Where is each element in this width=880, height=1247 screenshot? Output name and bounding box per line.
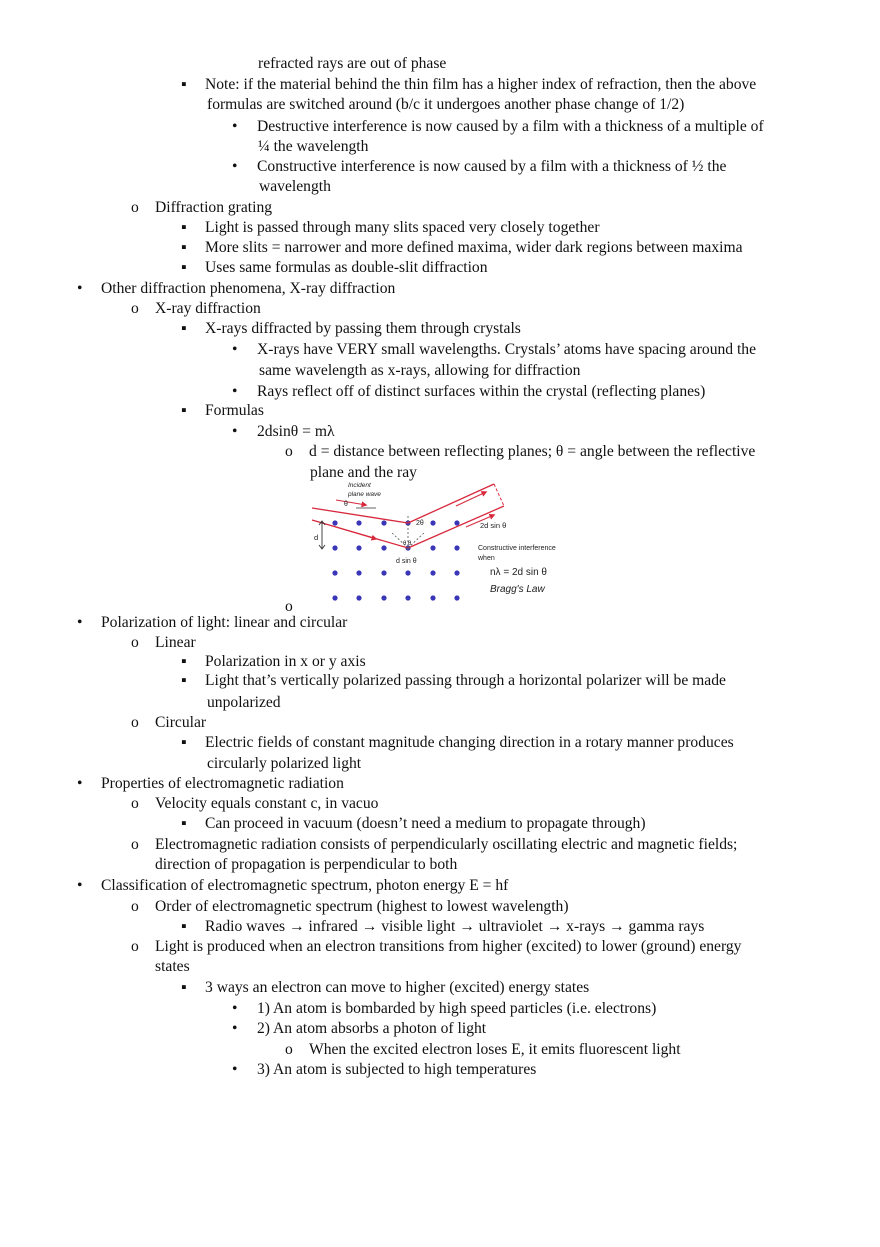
text-line: Circular	[155, 714, 207, 731]
text-line: When the excited electron loses E, it emits fluorescent light	[309, 1041, 681, 1058]
atom-dot	[430, 520, 435, 525]
text-line: circularly polarized light	[207, 755, 362, 772]
bullet-circle: o	[131, 836, 139, 853]
bullet-dot: •	[232, 1020, 238, 1037]
text-line: 3) An atom is subjected to high temperatures	[257, 1061, 537, 1078]
bullet-dot: •	[232, 158, 238, 175]
atom-dot	[430, 545, 435, 550]
text-line: 1) An atom is bombarded by high speed particles (i.e. electrons)	[257, 1000, 657, 1017]
bullet-dot: •	[77, 775, 83, 792]
bullet-dot: •	[232, 341, 238, 358]
text-line: Note: if the material behind the thin film has a higher index of refraction, then the above	[205, 76, 757, 93]
plane-wave-label: plane wave	[348, 491, 381, 498]
atom-dot	[454, 545, 459, 550]
atom-dot	[430, 570, 435, 575]
text-line: Constructive interference is now caused by a film with a thickness of ½ the	[257, 158, 727, 175]
atom-dot	[405, 570, 410, 575]
bragg-law-label: Bragg's Law	[490, 584, 545, 595]
bullet-square: ▪	[181, 239, 187, 256]
text-line: same wavelength as x-rays, allowing for diffraction	[259, 362, 581, 379]
text-line: Velocity equals constant c, in vacuo	[155, 795, 379, 812]
atom-dot	[332, 570, 337, 575]
bragg-equation: nλ = 2d sin θ	[490, 567, 547, 578]
bullet-square: ▪	[181, 219, 187, 236]
text-line: 3 ways an electron can move to higher (excited) energy states	[205, 979, 590, 996]
text-line: ¼ the wavelength	[258, 138, 369, 155]
theta-theta-label: θ θ	[403, 541, 412, 547]
atom-dot	[356, 570, 361, 575]
bullet-square: ▪	[181, 918, 187, 935]
text-line: X-rays have VERY small wavelengths. Crystals’ atoms have spacing around the	[257, 341, 757, 358]
constructive-label: Constructive interference	[478, 545, 556, 552]
text-line: Light is passed through many slits spaced very closely together	[205, 219, 600, 236]
text-line: states	[155, 958, 190, 975]
text-line: X-rays diffracted by passing them through crystals	[205, 320, 521, 337]
atom-dot	[454, 595, 459, 600]
bullet-square: ▪	[181, 815, 187, 832]
atom-dot	[430, 595, 435, 600]
bullet-dot: •	[77, 614, 83, 631]
bullet-circle: o	[131, 199, 139, 216]
bullet-circle: o	[131, 714, 139, 731]
theta-label: θ	[344, 501, 348, 508]
reflected-ray-top	[408, 484, 494, 523]
when-label: when	[478, 555, 495, 562]
two-theta-label: 2θ	[416, 520, 424, 527]
text-line: formulas are switched around (b/c it undergoes another phase change of 1/2)	[207, 96, 685, 113]
bullet-circle: o	[131, 634, 139, 651]
text-line: plane and the ray	[310, 464, 417, 481]
bullet-dot: •	[77, 877, 83, 894]
atom-dot	[381, 570, 386, 575]
text-line: Properties of electromagnetic radiation	[101, 775, 344, 792]
text-line: 2dsinθ = mλ	[257, 423, 335, 440]
bullet-square: ▪	[181, 653, 187, 670]
wavefront-line	[494, 484, 504, 506]
atom-dot	[356, 545, 361, 550]
incident-label: Incident	[348, 482, 371, 489]
text-line: More slits = narrower and more defined maxima, wider dark regions between maxima	[205, 239, 743, 256]
text-line: 2) An atom absorbs a photon of light	[257, 1020, 487, 1037]
text-line: Radio waves → infrared → visible light → ultraviolet → x-rays → gamma rays	[205, 918, 705, 935]
text-line: unpolarized	[207, 694, 281, 711]
atom-dot	[332, 595, 337, 600]
bullet-dot: •	[232, 423, 238, 440]
text-line: Can proceed in vacuum (doesn’t need a medium to propagate through)	[205, 815, 646, 832]
text-line: wavelength	[259, 178, 331, 195]
bullet-square: ▪	[181, 734, 187, 751]
atom-dot	[381, 595, 386, 600]
text-line: Classification of electromagnetic spectrum, photon energy E = hf	[101, 877, 509, 894]
text-line: Polarization of light: linear and circular	[101, 614, 348, 631]
bullet-circle: o	[285, 443, 293, 460]
text-line: Linear	[155, 634, 196, 651]
text-line: X-ray diffraction	[155, 300, 261, 317]
text-line: Polarization in x or y axis	[205, 653, 366, 670]
atom-dot	[332, 520, 337, 525]
bullet-circle: o	[285, 1041, 293, 1058]
d-sin-label: d sin θ	[396, 558, 417, 565]
atom-dot	[454, 520, 459, 525]
d-label: d	[314, 533, 319, 542]
bragg-diffraction-diagram	[306, 478, 588, 604]
atom-dot	[454, 570, 459, 575]
bullet-dot: •	[232, 118, 238, 135]
bullet-circle: o	[131, 795, 139, 812]
bullet-square: ▪	[181, 672, 187, 689]
text-line: Rays reflect off of distinct surfaces within the crystal (reflecting planes)	[257, 383, 706, 400]
text-line: d = distance between reflecting planes; θ = angle between the reflective	[309, 443, 756, 460]
text-line: Electric fields of constant magnitude changing direction in a rotary manner produces	[205, 734, 734, 751]
bullet-circle: o	[131, 938, 139, 955]
two-d-sin-label: 2d sin θ	[480, 521, 507, 530]
atom-dot	[405, 595, 410, 600]
atom-dot	[381, 545, 386, 550]
atom-dot	[332, 545, 337, 550]
bullet-circle: o	[131, 300, 139, 317]
bullet-square: ▪	[181, 259, 187, 276]
text-line: direction of propagation is perpendicular to both	[155, 856, 458, 873]
text-line: Light is produced when an electron transitions from higher (excited) to lower (ground) energy	[155, 938, 742, 955]
text-line: Uses same formulas as double-slit diffraction	[205, 259, 488, 276]
atom-dot	[356, 520, 361, 525]
bullet-square: ▪	[181, 76, 187, 93]
bullet-dot: •	[77, 280, 83, 297]
text-line: Light that’s vertically polarized passing through a horizontal polarizer will be made	[205, 672, 726, 689]
bullet-square: ▪	[181, 320, 187, 337]
bullet-circle: o	[131, 898, 139, 915]
bullet-square: ▪	[181, 979, 187, 996]
text-line: Diffraction grating	[155, 199, 273, 216]
bullet-dot: •	[232, 383, 238, 400]
text-line: Electromagnetic radiation consists of perpendicularly oscillating electric and magnetic fields;	[155, 836, 738, 853]
bullet-dot: •	[232, 1000, 238, 1017]
bullet-square: ▪	[181, 402, 187, 419]
bullet-circle: o	[285, 598, 293, 615]
text-line: Formulas	[205, 402, 264, 419]
atom-dot	[381, 520, 386, 525]
atom-dot	[356, 595, 361, 600]
incident-ray-arrow	[336, 500, 366, 505]
text-line: refracted rays are out of phase	[258, 55, 447, 72]
incident-ray-arrow	[336, 527, 376, 539]
bullet-dot: •	[232, 1061, 238, 1078]
text-line: Destructive interference is now caused by a film with a thickness of a multiple of	[257, 118, 764, 135]
text-line: Order of electromagnetic spectrum (highest to lowest wavelength)	[155, 898, 569, 915]
text-line: Other diffraction phenomena, X-ray diffraction	[101, 280, 396, 297]
